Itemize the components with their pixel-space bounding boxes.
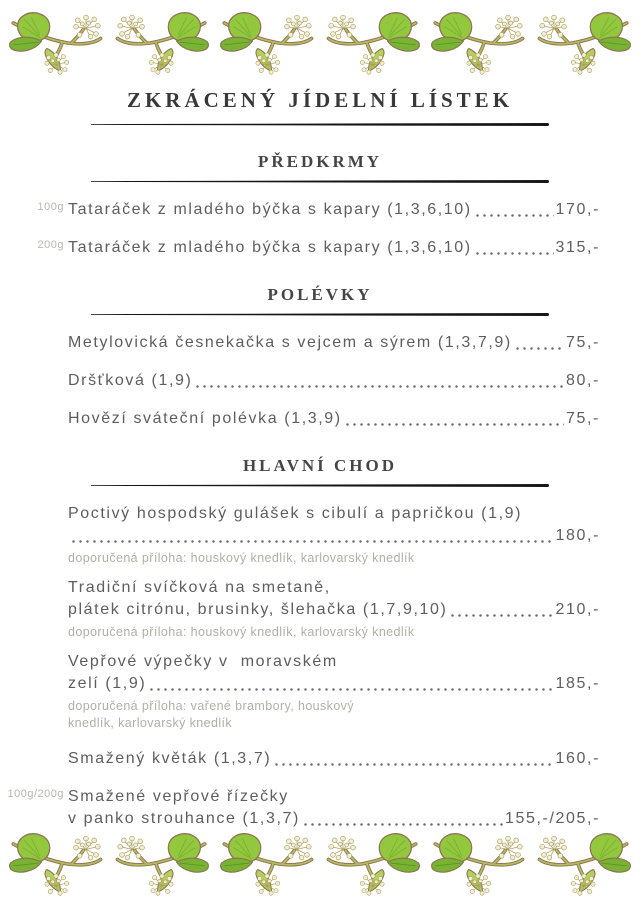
- item-text: Tataráček z mladého býčka s kapary (1,3,6,10): [68, 239, 472, 256]
- item-price: 315,-: [555, 239, 600, 256]
- section-rule: [91, 313, 549, 316]
- menu-item: [68, 408, 600, 430]
- portion-label: 200g: [37, 239, 64, 251]
- item-price: 185,-: [555, 675, 600, 692]
- linden-branch-icon: [217, 7, 317, 79]
- section-items: [37, 199, 600, 259]
- portion-label: 100g/200g: [7, 788, 64, 800]
- item-line: [68, 808, 600, 830]
- item-text: v panko strouhance (1,3,7): [68, 810, 300, 827]
- menu-item: [68, 332, 600, 354]
- menu-sections: [7, 152, 600, 830]
- item-text: Smažený květák (1,3,7): [68, 750, 272, 767]
- linden-branch-icon: [323, 7, 423, 79]
- item-text: Metylovická česnekačka s vejcem a sýrem (1,3,7,9): [68, 334, 512, 351]
- item-line: [68, 577, 600, 599]
- linden-branch-icon: [428, 7, 528, 79]
- item-note-line: knedlík, karlovarský knedlík: [68, 716, 233, 730]
- dot-leader: [344, 423, 564, 426]
- menu-item: [37, 199, 600, 221]
- section-items: [40, 332, 600, 430]
- section-items: [7, 503, 600, 830]
- item-line: [68, 786, 600, 808]
- linden-branch-icon: [6, 828, 106, 900]
- linden-branch-icon: [6, 7, 106, 79]
- linden-branch-icon: [534, 828, 634, 900]
- menu-content: [7, 84, 600, 830]
- item-note-line: doporučená příloha: houskový knedlík, karlovarský knedlík: [68, 625, 415, 639]
- top-floral-border: [0, 4, 640, 82]
- item-price: 80,-: [566, 372, 600, 389]
- linden-branch-icon: [534, 7, 634, 79]
- linden-branch-icon: [112, 7, 212, 79]
- section-heading: POLÉVKY: [267, 285, 373, 304]
- title-rule: [91, 123, 549, 126]
- linden-branch-icon: [112, 828, 212, 900]
- item-line: [68, 332, 600, 354]
- item-text: Tataráček z mladého býčka s kapary (1,3,6,10): [68, 201, 472, 218]
- item-line: [68, 651, 600, 673]
- item-text: Smažené vepřové řízečky: [68, 788, 289, 805]
- menu-item: [7, 786, 600, 830]
- item-text: Dršťková (1,9): [68, 372, 193, 389]
- dot-leader: [514, 347, 564, 350]
- item-text: Hovězí sváteční polévka (1,3,9): [68, 410, 342, 427]
- dot-leader: [273, 763, 553, 766]
- menu-item: [68, 651, 600, 732]
- menu-item: [37, 237, 600, 259]
- section-rule: [91, 180, 549, 183]
- item-price: 160,-: [555, 750, 600, 767]
- dot-leader: [449, 614, 553, 617]
- menu-item: [68, 748, 600, 770]
- item-line: [68, 370, 600, 392]
- item-price: 75,-: [566, 410, 600, 427]
- page-title: ZKRÁCENÝ JÍDELNÍ LÍSTEK: [126, 88, 514, 112]
- item-price: 210,-: [555, 601, 600, 618]
- item-text: Vepřové výpečky v moravském: [68, 653, 338, 670]
- dot-leader: [70, 540, 554, 543]
- item-note: [68, 698, 600, 732]
- item-text: Tradiční svíčková na smetaně,: [68, 579, 331, 596]
- linden-branch-icon: [217, 828, 317, 900]
- item-note: [68, 550, 600, 567]
- section-rule: [91, 484, 549, 487]
- item-line: [68, 408, 600, 430]
- item-text: plátek citrónu, brusinky, šlehačka (1,7,9,10): [68, 601, 448, 618]
- portion-label: 100g: [37, 201, 64, 213]
- item-price: 155,-/205,-: [505, 810, 600, 827]
- dot-leader: [148, 688, 553, 691]
- section-heading: PŘEDKRMY: [257, 152, 383, 171]
- linden-branch-icon: [428, 828, 528, 900]
- item-note-line: doporučená příloha: vařené brambory, houskový: [68, 699, 354, 713]
- item-line: [68, 503, 600, 525]
- bottom-floral-border: [0, 825, 640, 903]
- item-price: 75,-: [566, 334, 600, 351]
- dot-leader: [194, 385, 564, 388]
- menu-item: [68, 503, 600, 567]
- item-note: [68, 624, 600, 641]
- item-line: [68, 599, 600, 621]
- item-line: [68, 237, 600, 259]
- dot-leader: [474, 214, 554, 217]
- menu-item: [68, 577, 600, 641]
- menu-item: [68, 370, 600, 392]
- item-price: 180,-: [555, 527, 600, 544]
- item-price: 170,-: [555, 201, 600, 218]
- item-line: [68, 199, 600, 221]
- item-line: [68, 748, 600, 770]
- dot-leader: [474, 252, 554, 255]
- item-line: [68, 673, 600, 695]
- item-line: [68, 525, 600, 547]
- item-text: Poctivý hospodský gulášek s cibulí a papričkou (1,9): [68, 505, 523, 522]
- dot-leader: [302, 823, 503, 826]
- linden-branch-icon: [323, 828, 423, 900]
- section-heading: HLAVNÍ CHOD: [242, 456, 398, 475]
- item-note-line: doporučená příloha: houskový knedlík, karlovarský knedlík: [68, 551, 415, 565]
- item-text: zelí (1,9): [68, 675, 147, 692]
